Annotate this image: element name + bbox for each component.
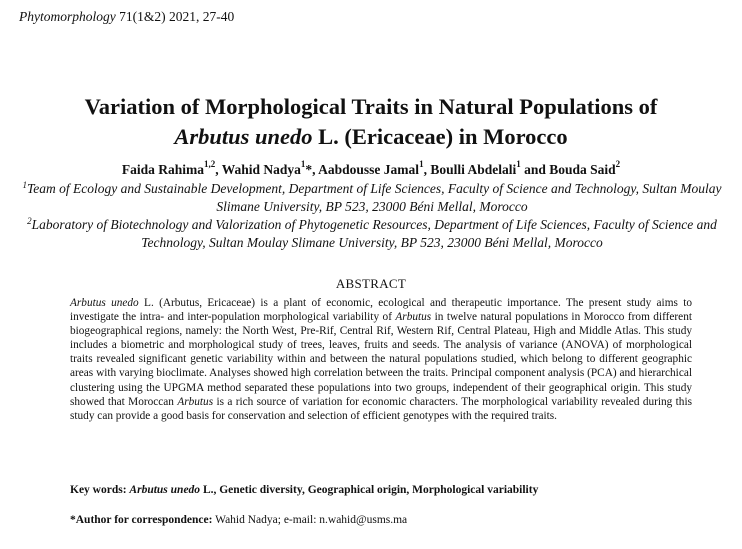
abstract-genus: Arbutus [395,311,432,324]
author-name: Aabdousse Jamal [318,162,420,177]
abstract-text-3: is a rich source of variation for economic characters. The morphological variability revealed during this study can provide a good basis for conservation and selection of efficient genotypes with the required traits. [70,395,692,422]
author-separator: and [520,162,550,177]
author-affiliation-mark: 1 [516,159,521,169]
abstract-body [70,296,692,423]
affiliation-text: Laboratory of Biotechnology and Valorization of Phytogenetic Resources, Department of Life Sciences, Faculty of Science and Technology, Sultan Moulay Slimane University, BP 523, 23000 Béni Mellal, Morocco [31,217,717,250]
paper-title [0,92,742,152]
journal-details: 71(1&2) 2021, 27-40 [119,9,235,24]
author-name: Faida Rahima [121,162,204,177]
correspondence-label: *Author for correspondence: [70,514,213,526]
title-species: Arbutus unedo [174,124,313,149]
affiliation-mark: 1 [22,180,27,190]
keywords-list: L., Genetic diversity, Geographical origin, Morphological variability [200,484,539,496]
author-name: Bouda Said [549,162,616,177]
affiliation-mark: 2 [27,216,32,226]
affiliation-text: Team of Ecology and Sustainable Development, Department of Life Sciences, Faculty of Science and Technology, Sultan Moulay Slimane University, BP 523, 23000 Béni Mellal, Morocco [27,181,722,214]
author-affiliation-mark: 2 [615,159,621,169]
abstract-heading: ABSTRACT [335,276,407,291]
affiliation-2 [22,216,722,251]
author-separator: , [423,162,431,177]
author-separator: , [215,162,222,177]
title-rest: L. (Ericaceae) in Morocco [312,124,568,149]
author-name: Wahid Nadya [221,162,301,177]
correspondence-text: Wahid Nadya; e-mail: n.wahid@usms.ma [212,514,408,526]
affiliation-1 [22,180,722,215]
keywords-species: Arbutus unedo [129,484,201,496]
title-line-2 [0,122,742,152]
abstract-text-2: in twelve natural populations in Morocco from different biogeographical regions, namely: the North West, Pre-Rif, Central Rif, Western Rif, Central Plateau, High and Middle Atlas. This study includes a biometric and morphological study of trees, leaves, fruits and seeds. The analysis of variance (ANOVA) of morphological traits revealed significant genetic variability within and between the natural populations studied, which belong to different geographic areas with varying bioclimate. Analyses showed high correlation between the traits. Principal component analysis (PCA) and hierarchical clustering using the UPGMA method separated these populations into two groups, independent of their geographical origin. This study showed that Moroccan [70,311,692,408]
correspondence [70,514,407,526]
keywords-label: Key words: [70,484,130,496]
corresponding-mark: * [305,162,313,177]
title-line-1: Variation of Morphological Traits in Natural Populations of [84,94,658,119]
abstract-species: Arbutus unedo [70,297,139,309]
abstract-text-1: L. (Arbutus, Ericaceae) is a plant of economic, ecological and therapeutic importance. The present study aims to investigate the intra- and inter-population morphological variability of [70,297,692,324]
author-affiliation-mark: 1 [300,159,306,169]
author-name: Boulli Abdelali [430,162,517,177]
journal-citation [19,9,234,25]
author-affiliation-mark: 1 [419,159,424,169]
keywords [70,484,538,496]
journal-name: Phytomorphology [19,9,116,24]
author-list [0,159,742,178]
author-separator: , [312,162,319,177]
author-affiliation-mark: 1,2 [203,159,216,169]
abstract-genus: Arbutus [177,395,214,408]
